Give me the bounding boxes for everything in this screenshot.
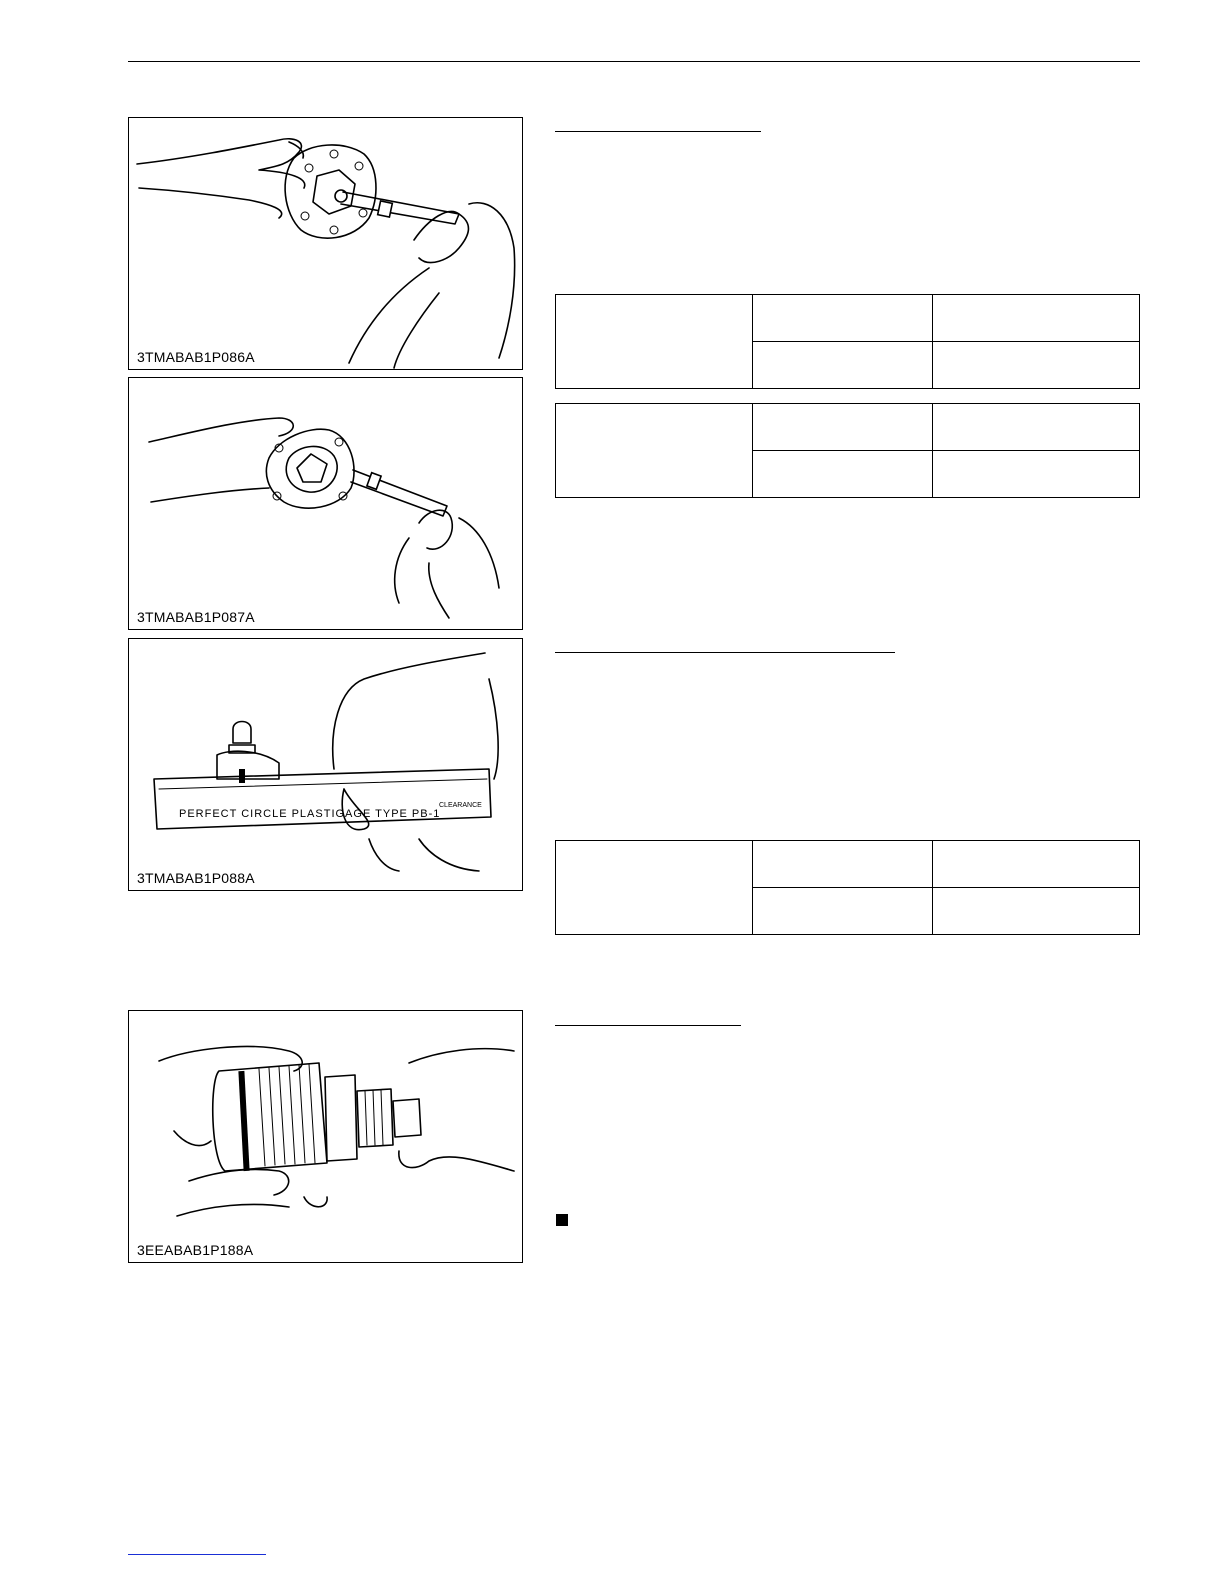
figure-code: 3TMABAB1P088A — [137, 870, 255, 886]
section-heading-rule-1 — [555, 131, 761, 132]
starter-clutch-illustration — [129, 1011, 522, 1262]
spec-table-1 — [555, 294, 1140, 389]
section-heading-rule-3 — [555, 1025, 741, 1026]
table-cell — [753, 451, 933, 498]
figure-plastigage — [128, 638, 523, 891]
figure-oil-pump-feeler-1 — [128, 117, 523, 370]
table-row — [556, 404, 1140, 451]
table-cell — [933, 295, 1140, 342]
table-cell — [753, 888, 933, 935]
table-cell — [933, 342, 1140, 389]
table-cell — [933, 841, 1140, 888]
figure-code: 3TMABAB1P087A — [137, 609, 255, 625]
footer-link-underline[interactable] — [128, 1554, 266, 1555]
note-square-icon — [556, 1214, 568, 1226]
spec-table-2 — [555, 403, 1140, 498]
table-row — [556, 295, 1140, 342]
table-cell — [753, 342, 933, 389]
table-cell — [556, 295, 753, 389]
section-heading-rule-2 — [555, 652, 895, 653]
oil-pump-clearance-feeler-illustration — [129, 118, 522, 369]
figure-code: 3TMABAB1P086A — [137, 349, 255, 365]
plastigage-measurement-illustration — [129, 639, 522, 890]
spec-table-3 — [555, 840, 1140, 935]
table-cell — [933, 888, 1140, 935]
table-cell — [933, 451, 1140, 498]
header-rule — [128, 61, 1140, 62]
table-cell — [753, 295, 933, 342]
table-cell — [933, 404, 1140, 451]
table-cell — [753, 404, 933, 451]
gauge-text: PERFECT CIRCLE PLASTIGAGE TYPE PB-1 — [179, 808, 441, 820]
table-cell — [556, 841, 753, 935]
oil-pump-rotor-feeler-illustration — [129, 378, 522, 629]
table-cell — [556, 404, 753, 498]
figure-starter-clutch — [128, 1010, 523, 1263]
table-cell — [753, 841, 933, 888]
gauge-small-text: CLEARANCE — [439, 802, 482, 809]
figure-oil-pump-feeler-2 — [128, 377, 523, 630]
table-row — [556, 841, 1140, 888]
figure-code: 3EEABAB1P188A — [137, 1242, 254, 1258]
